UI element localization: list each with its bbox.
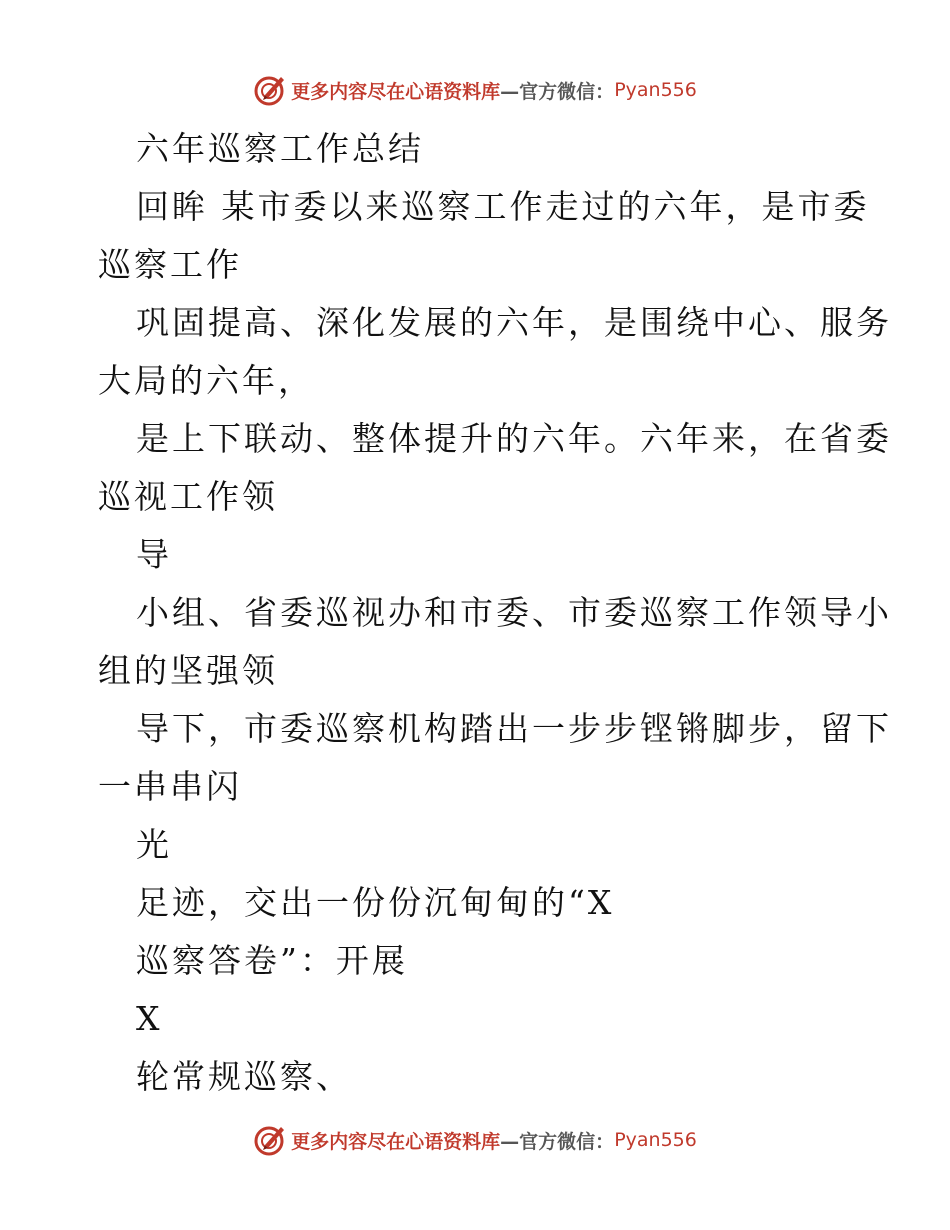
footer-watermark-wechat-label: —官方微信： <box>500 1130 615 1153</box>
footer-watermark-account: Pyan556 <box>614 1129 697 1151</box>
body-line: X <box>136 999 163 1038</box>
body-line: 小组、省委巡视办和市委、市委巡察工作领导小 <box>136 593 892 632</box>
body-line: 是上下联动、整体提升的六年。六年来，在省委 <box>136 419 892 458</box>
body-line: 导下，市委巡察机构踏出一步步铿锵脚步，留下 <box>136 709 892 748</box>
body-line: 一串串闪 <box>98 767 242 806</box>
body-line: 巩固提高、深化发展的六年，是围绕中心、服务 <box>136 303 892 342</box>
body-line: 光 <box>136 825 172 864</box>
body-line: 大局的六年， <box>98 361 314 400</box>
header-watermark-title: 更多内容尽在心语资料库 <box>291 80 501 103</box>
body-line-title: 六年巡察工作总结 <box>136 129 424 168</box>
footer-watermark <box>0 1120 950 1160</box>
body-line: 回眸 某市委以来巡察工作走过的六年，是市委 <box>136 187 870 226</box>
header-watermark-account: Pyan556 <box>614 79 697 101</box>
body-line: 巡察工作 <box>98 245 242 284</box>
body-line: 导 <box>136 535 172 574</box>
body-line: 轮常规巡察、 <box>136 1057 352 1096</box>
body-line: 组的坚强领 <box>98 651 278 690</box>
pen-logo-icon <box>253 1123 287 1157</box>
footer-watermark-title: 更多内容尽在心语资料库 <box>291 1130 501 1153</box>
body-line: 足迹，交出一份份沉甸甸的“X <box>136 883 615 922</box>
body-line: 巡察答卷”：开展 <box>136 941 408 980</box>
pen-logo-icon <box>253 73 287 107</box>
body-line: 巡视工作领 <box>98 477 278 516</box>
header-watermark <box>0 70 950 110</box>
header-watermark-wechat-label: —官方微信： <box>500 80 615 103</box>
